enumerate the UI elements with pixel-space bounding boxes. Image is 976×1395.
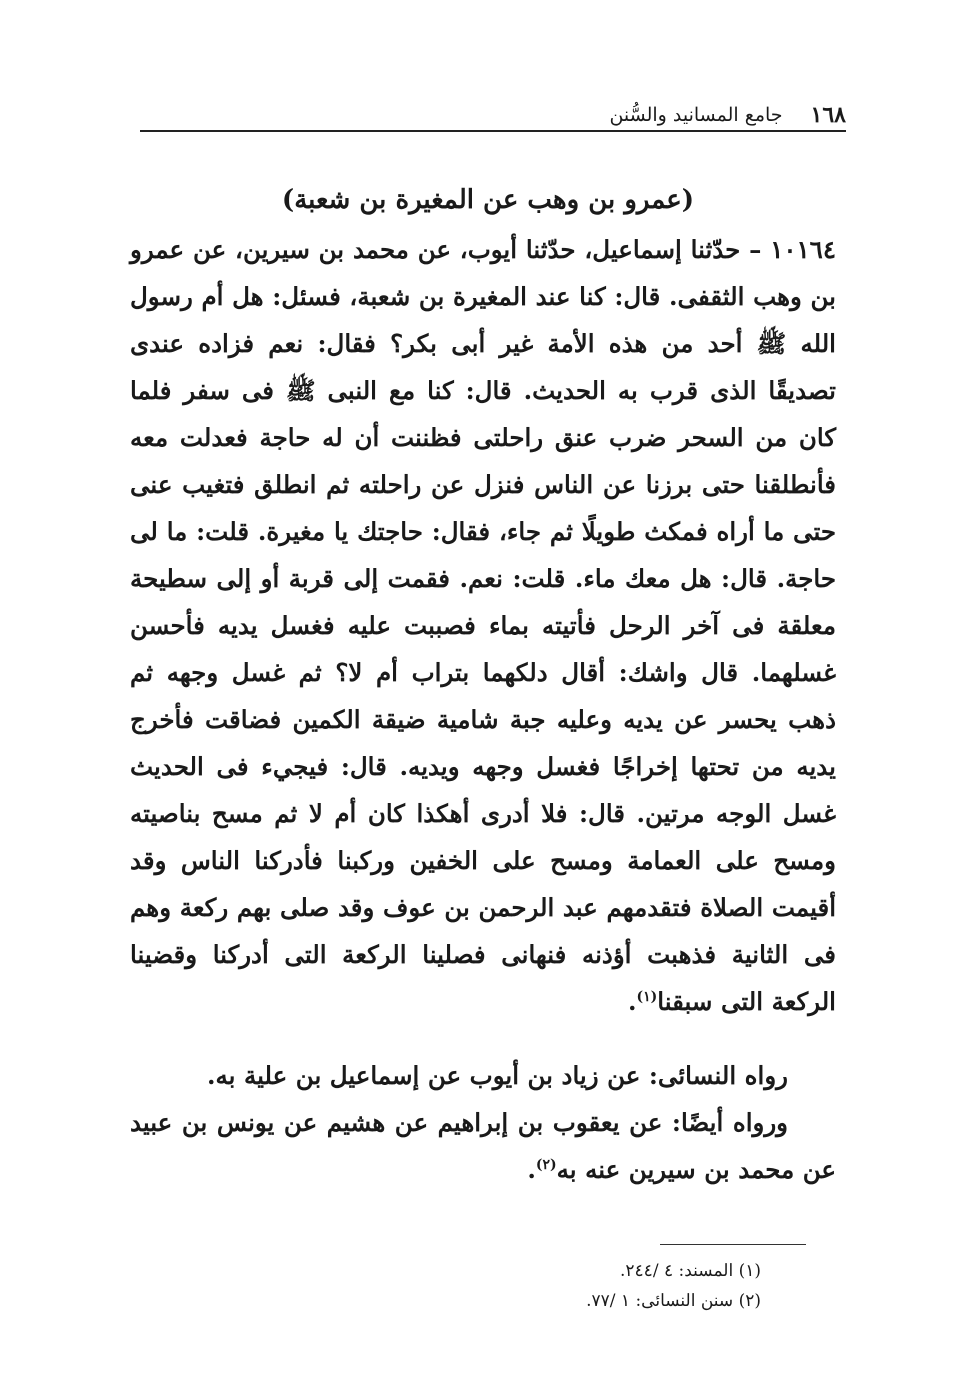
hadith-body: – حدّثنا إسماعيل، حدّثنا أيوب، عن محمد بن سيرين، عن عمرو بن وهب الثقفى. قال: كنا عند المغيرة بن شعبة، فسئل: هل أم رسول الله ﷺ أحد من هذه الأمة غير أبى بكر؟ فقال: نعم فزاده عندى تصديقًا الذى قرب به الحديث. قال: كنا مع النبى ﷺ فى سفر فلما كان من السحر ضرب عنق راحلتى فظننت أن له حاجة فعدلت معه فأنطلقنا حتى برزنا عن الناس فنزل عن راحلته ثم انطلق فتغيب عنى حتى ما أراه فمكث طويلًا ثم جاء، فقال: حاجتك يا مغيرة. قلت: ما لى حاجة. قال: هل معك ماء. قلت: نعم. فقمت إلى قربة أو إلى سطيحة معلقة فى آخر الرحل فأتيته بماء فصببت عليه فغسل يديه فأحسن غسلهما. قال واشك: أقال دلكهما بتراب أم لا؟ ثم غسل وجهه ثم ذهب يحسر عن يديه وعليه جبة شامية ضيقة الكمين فضاقت فأخرج يديه من تحتها إخراجًا فغسل وجهه ويديه. قال: فيجيء فى الحديث غسل الوجه مرتين. قال: فلا أدرى أهكذا كان أم لا ثم مسح بناصيته ومسح على العمامة ومسح على الخفين وركبنا فأدركنا الناس وقد أقيمت الصلاة فتقدمهم عبد الرحمن بن عوف وقد صلى بهم ركعة وهم فى الثانية فذهبت أؤذنه فنهانى فصلينا الركعة التى أدركنا وقضينا الركعة التى سبقنا: [130, 235, 836, 1016]
narration-line-1: رواه النسائى: عن زياد بن أيوب عن إسماعيل بن علية به.: [207, 1061, 788, 1090]
footnote-divider: [660, 1244, 806, 1245]
hadith-end: .: [627, 987, 637, 1016]
narration-block: [130, 1052, 836, 1193]
footnote-ref-1[interactable]: (١): [636, 988, 658, 1005]
footnote-2: (٢) سنن النسائى: ١ /٧٧.: [586, 1291, 761, 1311]
section-heading: (عمرو بن وهب عن المغيرة بن شعبة): [281, 185, 695, 215]
running-title: جامع المسانيد والسُّنن: [609, 104, 783, 126]
footnotes: [400, 1256, 761, 1316]
hadith-text: [130, 226, 836, 1025]
narration-line-2: [130, 1099, 836, 1193]
page-number: ١٦٨: [810, 102, 846, 128]
narration-end: .: [527, 1155, 536, 1184]
page-header: [140, 96, 846, 132]
footnote-ref-2[interactable]: (٢): [535, 1156, 557, 1173]
footnote-1: (١) المسند: ٤ /٢٤٤.: [620, 1261, 761, 1281]
narration-line-2-text: ورواه أيضًا: عن يعقوب بن إبراهيم عن هشيم عن يونس بن عبيد عن محمد بن سيرين عنه به: [130, 1108, 836, 1184]
hadith-number: ١٠١٦٤: [770, 235, 836, 264]
